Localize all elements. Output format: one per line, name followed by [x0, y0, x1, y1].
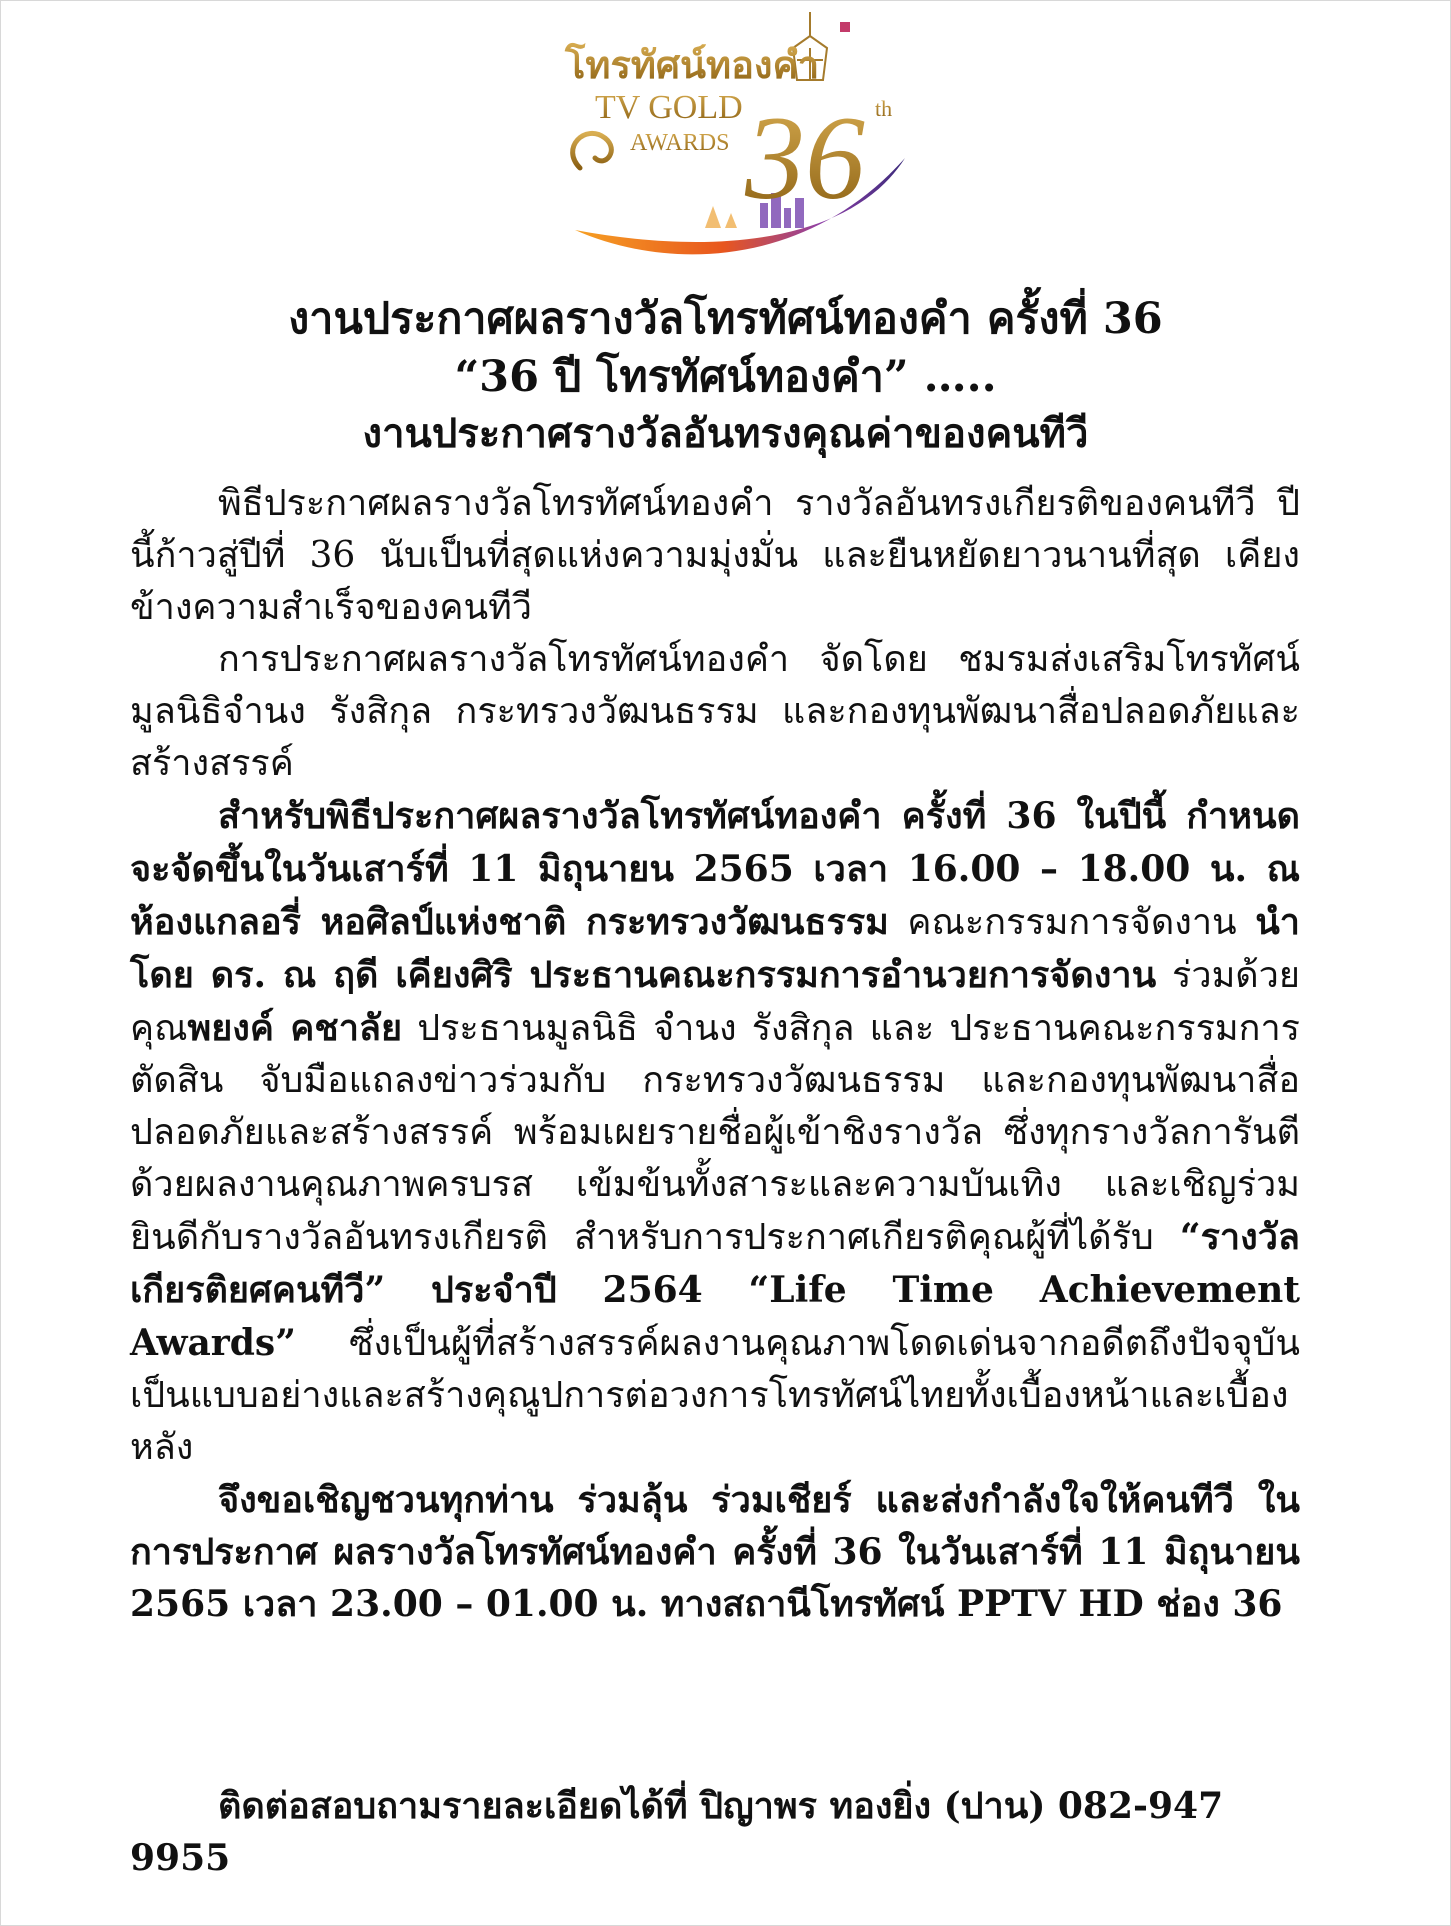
- paragraph-3-bold-3: พยงค์ คชาลัย: [187, 1007, 403, 1049]
- heading-line-1: งานประกาศผลรางวัลโทรทัศน์ทองคำ ครั้งที่ 36: [288, 294, 1163, 344]
- heading-line-3: งานประกาศรางวัลอันทรงคุณค่าของคนทีวี: [362, 410, 1089, 457]
- paragraph-3-text-3: ประธานมูลนิธิ จำนง รังสิกุล และ ประธานคณะกรรมการตัดสิน จับมือแถลงข่าวร่วมกับ กระทรวงวัฒนธรรม และกองทุนพัฒนาสื่อปลอดภัยและสร้างสรรค์ พร้อมเผยรายชื่อผู้เข้าชิงรางวัล ซึ่งทุกรางวัลการันตีด้วยผลงานคุณภาพครบรส เข้มข้นทั้งสาระและความบันเทิง และเชิญร่วมยินดีกับรางวัลอันทรงเกียรติ สำหรับการประกาศเกียรติคุณผู้ที่ได้รับ: [130, 1008, 1301, 1258]
- paragraph-3-bold-4: “รางวัลเกียรติยศคนทีวี” ประจำปี 2564 “Life Time Achievement Awards”: [130, 1216, 1300, 1364]
- paragraph-2: การประกาศผลรางวัลโทรทัศน์ทองคำ จัดโดย ชมรมส่งเสริมโทรทัศน์ มูลนิธิจำนง รังสิกุล กระทรวงวัฒนธรรม และกองทุนพัฒนาสื่อปลอดภัยและสร้างสรรค์: [130, 639, 1300, 784]
- paragraph-3-text-2: ร่วมด้วย คุณ: [130, 955, 1300, 1049]
- paragraph-1: พิธีประกาศผลรางวัลโทรทัศน์ทองคำ รางวัลอันทรงเกียรติของคนทีวี ปีนี้ก้าวสู่ปีที่ 36 นับเป็นที่สุดแห่งความมุ่งมั่น และยืนหยัดยาวนานที่สุด เคียงข้างความสำเร็จของคนทีวี: [130, 483, 1300, 628]
- logo-awards-text: AWARDS: [630, 130, 730, 156]
- paragraph-3-bold-1: สำหรับพิธีประกาศผลรางวัลโทรทัศน์ทองคำ ครั้งที่ 36 ในปีนี้ กำหนดจะจัดขึ้นในวันเสาร์ที่ 11 มิถุนายน 2565 เวลา 16.00 – 18.00 น. ณ ห้องแกลอรี่ หอศิลป์แห่งชาติ กระทรวงวัฒนธรรม: [130, 795, 1300, 943]
- paragraph-3: [130, 790, 1300, 1474]
- heading-line-2: “36 ปี โทรทัศน์ทองคำ” …..: [454, 352, 997, 402]
- heading-block: [0, 290, 1451, 462]
- contact-line: ติดต่อสอบถามรายละเอียดได้ที่ ปิญาพร ทองยิ่ง (ปาน) 082-947 9955: [130, 1785, 1224, 1879]
- article-body: [130, 478, 1300, 1630]
- paragraph-3-text-1: คณะกรรมการจัดงาน: [888, 902, 1256, 943]
- paragraph-3-text-4: ซึ่งเป็นผู้ที่สร้างสรรค์ผลงานคุณภาพโดดเด่นจากอดีตถึงปัจจุบัน เป็นแบบอย่างและสร้างคุณูปการต่อวงการโทรทัศน์ไทยทั้งเบื้องหน้าและเบื้องหลัง: [130, 1323, 1300, 1468]
- paragraph-4: จึงขอเชิญชวนทุกท่าน ร่วมลุ้น ร่วมเชียร์ และส่งกำลังใจให้คนทีวี ในการประกาศ ผลรางวัลโทรทัศน์ทองคำ ครั้งที่ 36 ในวันเสาร์ที่ 11 มิถุนายน 2565 เวลา 23.00 – 01.00 น. ทางสถานีโทรทัศน์ PPTV HD ช่อง 36: [130, 1479, 1300, 1625]
- logo-suffix: th: [875, 96, 893, 121]
- logo-number: 36: [745, 91, 865, 224]
- swirl-ornament: [573, 133, 612, 168]
- logo-tv-gold-text: TV GOLD: [595, 89, 743, 126]
- tv-gold-awards-logo: [555, 8, 935, 273]
- logo-thai-text: โทรทัศน์ทองคำ: [565, 45, 820, 87]
- paragraph-3-bold-2: นำโดย ดร. ณ ฤดี เคียงศิริ ประธานคณะกรรมการอำนวยการจัดงาน: [130, 901, 1301, 996]
